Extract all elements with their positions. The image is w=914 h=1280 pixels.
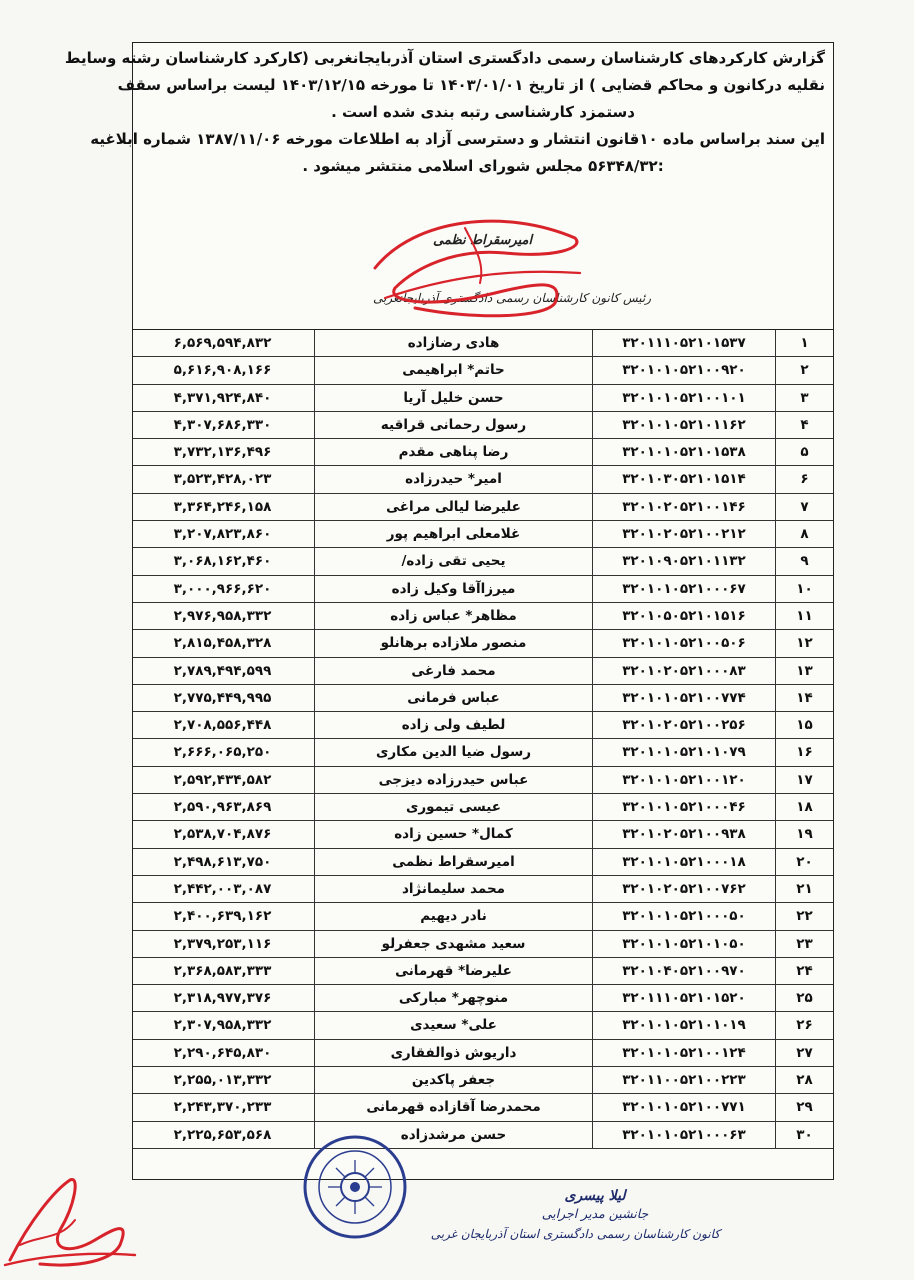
row-number: ۶ (775, 466, 833, 492)
expert-code: ۳۲۰۱۰۲۰۵۲۱۰۰۲۵۶ (592, 712, 775, 738)
row-number: ۲۱ (775, 876, 833, 902)
expert-code: ۳۲۰۱۰۱۰۵۲۱۰۰۱۰۱ (592, 385, 775, 411)
expert-code: ۳۲۰۱۰۱۰۵۲۱۰۰۰۶۳ (592, 1122, 775, 1148)
row-number: ۱۵ (775, 712, 833, 738)
fee-amount: ۵,۶۱۶,۹۰۸,۱۶۶ (173, 362, 272, 379)
header-line-2: نقلیه درکانون و محاکم قضایی ) از تاریخ ۱۴۰۳/۰۱/۰۱ تا مورخه ۱۴۰۳/۱۲/۱۵ لیست براساس سقف (117, 76, 825, 94)
expert-code: ۳۲۰۱۰۱۰۵۲۱۰۰۰۶۷ (592, 576, 775, 602)
row-number: ۱۲ (775, 630, 833, 656)
expert-name: علی* سعیدی (314, 1012, 592, 1038)
expert-name: حسن خلیل آریا (314, 385, 592, 411)
fee-amount: ۲,۴۰۰,۶۳۹,۱۶۲ (173, 908, 272, 925)
table-row (133, 412, 833, 439)
table-row (133, 330, 833, 357)
table-row (133, 1067, 833, 1094)
table-row (133, 1012, 833, 1039)
table-row (133, 985, 833, 1012)
expert-name: امیرسقراط نظمی (314, 849, 592, 875)
deputy-role: جانشین مدیر اجرایی (541, 1206, 649, 1221)
expert-code: ۳۲۰۱۰۱۰۵۲۱۰۰۰۵۰ (592, 903, 775, 929)
fee-amount: ۲,۳۷۹,۲۵۳,۱۱۶ (173, 935, 272, 952)
expert-code: ۳۲۰۱۰۱۰۵۲۱۰۱۰۱۹ (592, 1012, 775, 1038)
expert-name: محمد سلیمانژاد (314, 876, 592, 902)
fee-amount: ۲,۵۳۸,۷۰۴,۸۷۶ (173, 826, 272, 843)
fee-amount: ۲,۲۴۳,۳۷۰,۲۳۳ (173, 1099, 272, 1116)
expert-name: محمدرضا آقازاده قهرمانی (314, 1094, 592, 1120)
row-number: ۵ (775, 439, 833, 465)
table-row (133, 548, 833, 575)
header-line-4: این سند براساس ماده ۱۰قانون انتشار و دسترسی آزاد به اطلاعات مورخه ۱۳۸۷/۱۱/۰۶ شماره ابلاغیه (90, 130, 825, 148)
deputy-name: لیلا پیسری (564, 1188, 626, 1204)
expert-name: عباس حیدرزاده دیزجی (314, 767, 592, 793)
table-row (133, 794, 833, 821)
row-number: ۹ (775, 548, 833, 574)
fee-amount: ۳,۰۰۰,۹۶۶,۶۲۰ (173, 580, 272, 597)
fee-amount: ۳,۵۲۳,۴۲۸,۰۲۳ (173, 471, 272, 488)
expert-name: محمد فارغی (314, 658, 592, 684)
expert-name: علیرضا لیالی مراغی (314, 494, 592, 520)
row-number: ۲۹ (775, 1094, 833, 1120)
table-row (133, 466, 833, 493)
expert-code: ۳۲۰۱۱۰۰۵۲۱۰۰۲۲۳ (592, 1067, 775, 1093)
table-row (133, 931, 833, 958)
table-row (133, 385, 833, 412)
expert-name: میرزاآقا وکیل زاده (314, 576, 592, 602)
row-number: ۱۸ (775, 794, 833, 820)
expert-code: ۳۲۰۱۰۲۰۵۲۱۰۰۷۶۲ (592, 876, 775, 902)
fee-amount: ۲,۵۹۲,۴۳۴,۵۸۲ (173, 771, 272, 788)
expert-code: ۳۲۰۱۰۴۰۵۲۱۰۰۹۷۰ (592, 958, 775, 984)
fee-amount: ۲,۳۶۸,۵۸۳,۳۳۳ (173, 962, 272, 979)
fee-amount: ۳,۷۳۲,۱۳۶,۴۹۶ (173, 444, 272, 461)
expert-name: منصور ملازاده برهانلو (314, 630, 592, 656)
row-number: ۱۹ (775, 821, 833, 847)
expert-code: ۳۲۰۱۰۲۰۵۲۱۰۰۱۴۶ (592, 494, 775, 520)
expert-name: رسول رحمانی قراقیه (314, 412, 592, 438)
table-row (133, 1094, 833, 1121)
fee-amount: ۲,۳۱۸,۹۷۷,۳۷۶ (173, 990, 272, 1007)
expert-name: یحیی تقی زاده/ (314, 548, 592, 574)
row-number: ۱۰ (775, 576, 833, 602)
expert-code: ۳۲۰۱۰۱۰۵۲۱۰۰۵۰۶ (592, 630, 775, 656)
table-row (133, 1040, 833, 1067)
expert-code: ۳۲۰۱۰۱۰۵۲۱۰۰۰۱۸ (592, 849, 775, 875)
expert-name: رسول ضیا الدین مکاری (314, 739, 592, 765)
fee-amount: ۶,۵۶۹,۵۹۴,۸۳۲ (173, 335, 272, 351)
expert-code: ۳۲۰۱۰۹۰۵۲۱۰۱۱۳۲ (592, 548, 775, 574)
expert-name: غلامعلی ابراهیم پور (314, 521, 592, 547)
row-number: ۱۳ (775, 658, 833, 684)
fee-amount: ۲,۲۲۵,۶۵۳,۵۶۸ (173, 1126, 272, 1143)
table-row (133, 903, 833, 930)
row-number: ۲۲ (775, 903, 833, 929)
expert-name: عیسی تیموری (314, 794, 592, 820)
fee-amount: ۲,۴۴۲,۰۰۳,۰۸۷ (173, 880, 272, 897)
president-title: رئیس کانون کارشناسان رسمی دادگستری آذربایجانغربی (373, 291, 652, 305)
expert-name: حسن مرشدزاده (314, 1122, 592, 1148)
row-number: ۲۷ (775, 1040, 833, 1066)
fee-amount: ۲,۹۷۶,۹۵۸,۳۳۲ (173, 607, 272, 624)
row-number: ۲۴ (775, 958, 833, 984)
expert-code: ۳۲۰۱۰۱۰۵۲۱۰۰۷۷۱ (592, 1094, 775, 1120)
expert-name: لطیف ولی زاده (314, 712, 592, 738)
fee-amount: ۲,۳۰۷,۹۵۸,۳۳۲ (173, 1017, 272, 1034)
row-number: ۷ (775, 494, 833, 520)
table-row (133, 521, 833, 548)
fee-amount: ۲,۷۸۹,۴۹۴,۵۹۹ (173, 662, 272, 679)
fee-amount: ۲,۵۹۰,۹۶۳,۸۶۹ (173, 799, 272, 816)
fee-amount: ۳,۰۶۸,۱۶۲,۴۶۰ (173, 553, 272, 570)
header-line-5: :۵۶۳۴۸/۳۲ مجلس شورای اسلامی منتشر میشود . (302, 157, 664, 175)
table-row (133, 821, 833, 848)
fee-amount: ۳,۲۰۷,۸۲۳,۸۶۰ (173, 526, 272, 543)
expert-code: ۳۲۰۱۰۲۰۵۲۱۰۰۲۱۲ (592, 521, 775, 547)
expert-code: ۳۲۰۱۱۱۰۵۲۱۰۱۵۲۰ (592, 985, 775, 1011)
table-row (133, 439, 833, 466)
expert-code: ۳۲۰۱۰۵۰۵۲۱۰۱۵۱۶ (592, 603, 775, 629)
expert-name: حاتم* ابراهیمی (314, 357, 592, 383)
expert-name: منوچهر* مبارکی (314, 985, 592, 1011)
header-line-3: دستمزد کارشناسی رتبه بندی شده است . (331, 103, 635, 121)
expert-name: جعفر پاکدین (314, 1067, 592, 1093)
row-number: ۱۶ (775, 739, 833, 765)
row-number: ۱۷ (775, 767, 833, 793)
expert-code: ۳۲۰۱۰۱۰۵۲۱۰۰۰۴۶ (592, 794, 775, 820)
fee-amount: ۴,۳۷۱,۹۲۴,۸۴۰ (173, 389, 272, 406)
expert-code: ۳۲۰۱۰۲۰۵۲۱۰۰۰۸۳ (592, 658, 775, 684)
expert-code: ۳۲۰۱۰۱۰۵۲۱۰۱۰۵۰ (592, 931, 775, 957)
expert-code: ۳۲۰۱۰۳۰۵۲۱۰۱۵۱۴ (592, 466, 775, 492)
table-row (133, 958, 833, 985)
expert-name: رضا پناهی مقدم (314, 439, 592, 465)
row-number: ۲۵ (775, 985, 833, 1011)
table-row (133, 658, 833, 685)
table-row (133, 849, 833, 876)
deputy-signature-block (430, 1188, 720, 1268)
table-row (133, 876, 833, 903)
table-row (133, 357, 833, 384)
expert-name: امیر* حیدرزاده (314, 466, 592, 492)
ranking-table (133, 329, 833, 1149)
fee-amount: ۴,۳۰۷,۶۸۶,۳۳۰ (173, 416, 272, 433)
expert-code: ۳۲۰۱۰۱۰۵۲۱۰۱۰۷۹ (592, 739, 775, 765)
expert-code: ۳۲۰۱۰۱۰۵۲۱۰۱۱۶۲ (592, 412, 775, 438)
expert-code: ۳۲۰۱۰۲۰۵۲۱۰۰۹۳۸ (592, 821, 775, 847)
expert-name: عباس فرمانی (314, 685, 592, 711)
row-number: ۳ (775, 385, 833, 411)
expert-name: هادی رضازاده (314, 330, 592, 356)
expert-code: ۳۲۰۱۱۱۰۵۲۱۰۱۵۳۷ (592, 330, 775, 356)
deputy-organization: کانون کارشناسان رسمی دادگستری استان آذربایجان غربی (430, 1227, 720, 1241)
header-line-1: گزارش کارکردهای کارشناسان رسمی دادگستری استان آذربایجانغربی (کارکرد کارشناسان رشته وسایط (64, 49, 825, 67)
expert-code: ۳۲۰۱۰۱۰۵۲۱۰۰۷۷۴ (592, 685, 775, 711)
row-number: ۸ (775, 521, 833, 547)
table-row (133, 603, 833, 630)
row-number: ۴ (775, 412, 833, 438)
expert-code: ۳۲۰۱۰۱۰۵۲۱۰۱۵۳۸ (592, 439, 775, 465)
expert-code: ۳۲۰۱۰۱۰۵۲۱۰۰۱۲۰ (592, 767, 775, 793)
red-signature-bottom-icon (0, 1160, 140, 1275)
fee-amount: ۲,۷۰۸,۵۵۶,۴۴۸ (173, 717, 272, 734)
expert-code: ۳۲۰۱۰۱۰۵۲۱۰۰۱۲۴ (592, 1040, 775, 1066)
fee-amount: ۲,۸۱۵,۴۵۸,۳۲۸ (173, 635, 272, 652)
row-number: ۳۰ (775, 1122, 833, 1148)
expert-name: مظاهر* عباس زاده (314, 603, 592, 629)
fee-amount: ۳,۳۶۴,۲۴۶,۱۵۸ (173, 498, 272, 515)
fee-amount: ۲,۴۹۸,۶۱۳,۷۵۰ (173, 853, 272, 870)
row-number: ۱ (775, 330, 833, 356)
row-number: ۱۱ (775, 603, 833, 629)
fee-amount: ۲,۶۶۶,۰۶۵,۲۵۰ (173, 744, 272, 761)
row-number: ۲ (775, 357, 833, 383)
table-row (133, 739, 833, 766)
table-row (133, 767, 833, 794)
table-row (133, 685, 833, 712)
table-row (133, 712, 833, 739)
row-number: ۲۸ (775, 1067, 833, 1093)
expert-name: کمال* حسین زاده (314, 821, 592, 847)
expert-name: نادر دیهیم (314, 903, 592, 929)
expert-code: ۳۲۰۱۰۱۰۵۲۱۰۰۹۲۰ (592, 357, 775, 383)
fee-amount: ۲,۲۵۵,۰۱۳,۳۳۲ (173, 1072, 272, 1089)
expert-name: علیرضا* قهرمانی (314, 958, 592, 984)
fee-amount: ۲,۲۹۰,۶۴۵,۸۳۰ (173, 1044, 272, 1061)
expert-name: داریوش ذوالفقاری (314, 1040, 592, 1066)
table-row (133, 1122, 833, 1149)
row-number: ۲۶ (775, 1012, 833, 1038)
table-row (133, 630, 833, 657)
table-row (133, 576, 833, 603)
row-number: ۲۳ (775, 931, 833, 957)
row-number: ۲۰ (775, 849, 833, 875)
expert-name: سعید مشهدی جعفرلو (314, 931, 592, 957)
red-signature-top-icon (355, 208, 595, 328)
fee-amount: ۲,۷۷۵,۴۴۹,۹۹۵ (173, 689, 272, 706)
official-stamp-icon (300, 1132, 410, 1242)
table-row (133, 494, 833, 521)
president-name: امیرسقراط نظمی (433, 233, 533, 248)
row-number: ۱۴ (775, 685, 833, 711)
